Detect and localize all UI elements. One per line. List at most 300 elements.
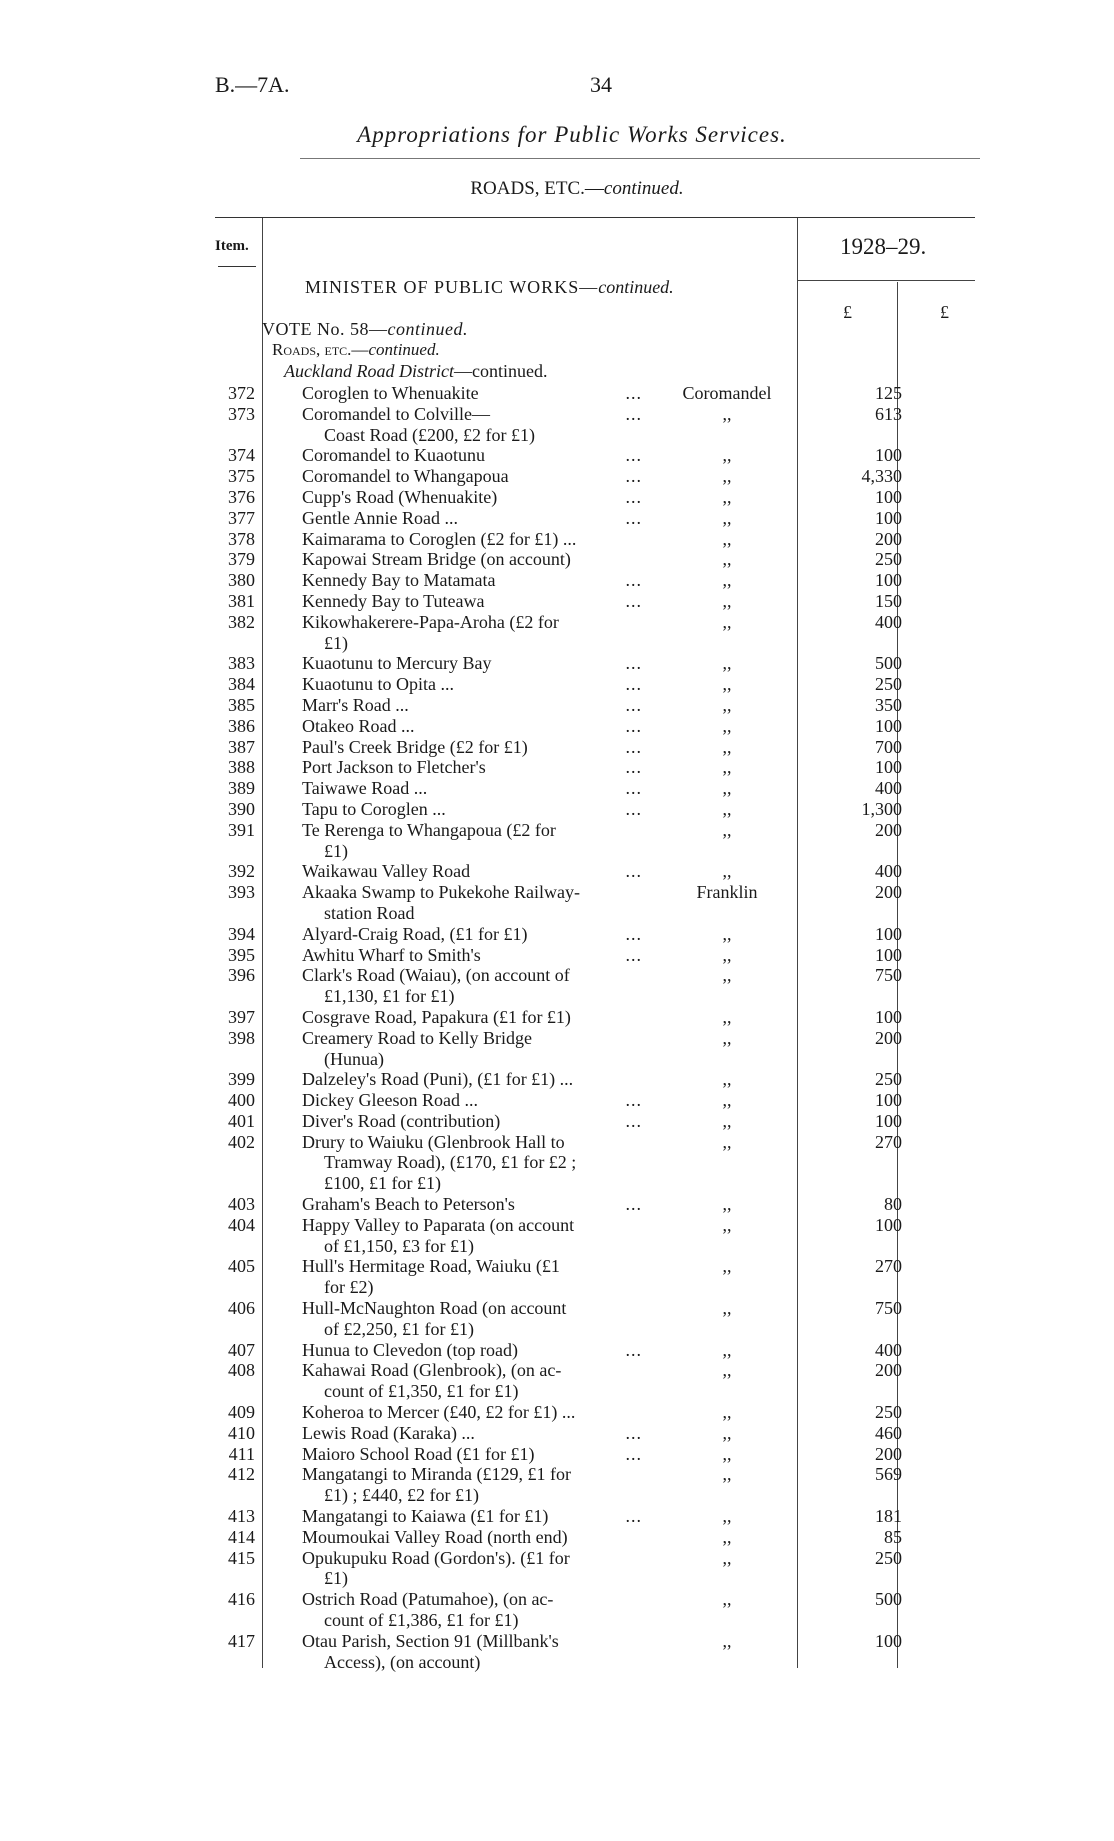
description-line: Ostrich Road (Patumahoe), (on ac- xyxy=(302,1589,554,1610)
item-number: 413 xyxy=(228,1506,255,1527)
item-description xyxy=(302,1298,652,1340)
description-line: Kuaotunu to Opita ... xyxy=(302,674,454,695)
description-line: Dalzeley's Road (Puni), (£1 for £1) ... xyxy=(302,1069,574,1090)
item-description xyxy=(302,529,652,550)
electoral-district: ,, xyxy=(722,653,732,674)
item-description xyxy=(302,778,652,799)
description-line: Hull-McNaughton Road (on account xyxy=(302,1298,567,1319)
table-row xyxy=(215,965,975,1007)
electoral-district: ,, xyxy=(722,923,732,944)
item-number: 412 xyxy=(228,1464,255,1485)
description-line: Taiwawe Road ... xyxy=(302,778,428,799)
description-line: Coromandel to Kuaotunu xyxy=(302,445,485,466)
electoral-district: ,, xyxy=(722,1214,732,1235)
item-number: 379 xyxy=(228,549,255,570)
electoral-district: ,, xyxy=(722,445,732,466)
description-line: Port Jackson to Fletcher's xyxy=(302,757,486,778)
minister-heading-main: MINISTER OF PUBLIC WORKS— xyxy=(305,277,599,297)
amount-1928-29: 181 xyxy=(875,1506,902,1527)
description-line: Kahawai Road (Glenbrook), (on ac- xyxy=(302,1360,562,1381)
electoral-district: ,, xyxy=(722,403,732,424)
item-number: 393 xyxy=(228,882,255,903)
amount-1928-29: 100 xyxy=(875,1110,902,1131)
description-line: Marr's Road ... xyxy=(302,694,409,715)
table-row xyxy=(215,1007,975,1028)
description-line: Maioro School Road (£1 for £1) xyxy=(302,1443,535,1464)
table-row xyxy=(215,1444,975,1465)
vote-heading-continued: continued. xyxy=(387,319,468,339)
item-number: 373 xyxy=(228,403,255,424)
description-line: Alyard-Craig Road, (£1 for £1) xyxy=(302,923,528,944)
subtitle-main: ROADS, ETC.— xyxy=(470,178,604,199)
amount-1928-29: 100 xyxy=(875,1214,902,1235)
leader-dots: ... xyxy=(625,1090,642,1111)
item-description xyxy=(302,737,652,758)
item-description xyxy=(302,653,652,674)
roads-heading-continued: continued. xyxy=(368,340,440,359)
roads-heading xyxy=(272,340,440,360)
amount-1928-29: 100 xyxy=(875,715,902,736)
item-number: 417 xyxy=(228,1630,255,1651)
description-line: Diver's Road (contribution) xyxy=(302,1110,501,1131)
item-number: 401 xyxy=(228,1110,255,1131)
amount-1928-29: 250 xyxy=(875,549,902,570)
table-row xyxy=(215,1423,975,1444)
electoral-district: ,, xyxy=(722,1443,732,1464)
item-number: 387 xyxy=(228,736,255,757)
description-line: Akaaka Swamp to Pukekohe Railway- xyxy=(302,882,580,903)
item-number: 386 xyxy=(228,715,255,736)
item-description xyxy=(302,1007,652,1028)
description-line: Kikowhakerere-Papa-Aroha (£2 for xyxy=(302,611,559,632)
item-description xyxy=(302,1506,652,1527)
leader-dots: ... xyxy=(625,798,642,819)
electoral-district: ,, xyxy=(722,528,732,549)
electoral-district: ,, xyxy=(722,570,732,591)
table-row xyxy=(215,757,975,778)
roads-heading-main: Roads, etc.— xyxy=(272,340,369,359)
item-description xyxy=(302,861,652,882)
electoral-district: ,, xyxy=(722,1422,732,1443)
table-row xyxy=(215,1402,975,1423)
electoral-district: ,, xyxy=(722,1339,732,1360)
item-number: 416 xyxy=(228,1589,255,1610)
item-description xyxy=(302,487,652,508)
district-heading xyxy=(284,361,547,382)
description-line: Drury to Waiuku (Glenbrook Hall to xyxy=(302,1131,565,1152)
electoral-district: ,, xyxy=(722,1526,732,1547)
description-line: Hull's Hermitage Road, Waiuku (£1 xyxy=(302,1256,560,1277)
description-line: Cosgrave Road, Papakura (£1 for £1) xyxy=(302,1006,571,1027)
table-row xyxy=(215,1527,975,1548)
minister-heading xyxy=(305,277,674,298)
description-line: Paul's Creek Bridge (£2 for £1) xyxy=(302,736,528,757)
item-description xyxy=(302,1631,652,1673)
leader-dots: ... xyxy=(625,570,642,591)
electoral-district: ,, xyxy=(722,944,732,965)
electoral-district: ,, xyxy=(722,1630,732,1651)
table-row xyxy=(215,1090,975,1111)
subtitle-continued: continued. xyxy=(603,178,684,199)
item-description xyxy=(302,716,652,737)
item-description xyxy=(302,612,652,654)
table-row xyxy=(215,612,975,654)
item-description xyxy=(302,466,652,487)
item-number: 408 xyxy=(228,1360,255,1381)
amount-1928-29: 400 xyxy=(875,861,902,882)
item-description xyxy=(302,1028,652,1070)
item-number: 372 xyxy=(228,383,255,403)
item-description xyxy=(302,1256,652,1298)
item-number: 389 xyxy=(228,778,255,799)
description-continuation: Access), (on account) xyxy=(324,1651,481,1672)
item-number: 404 xyxy=(228,1214,255,1235)
leader-dots: ... xyxy=(625,1443,642,1464)
electoral-district: ,, xyxy=(722,1506,732,1527)
electoral-district: ,, xyxy=(722,736,732,757)
table-row xyxy=(215,508,975,529)
table-row xyxy=(215,1132,975,1194)
item-number: 409 xyxy=(228,1402,255,1423)
amount-1928-29: 100 xyxy=(875,757,902,778)
description-line: Cupp's Road (Whenuakite) xyxy=(302,486,498,507)
electoral-district: ,, xyxy=(722,1298,732,1319)
description-continuation: £1) xyxy=(324,632,348,653)
electoral-district: ,, xyxy=(722,819,732,840)
electoral-district: ,, xyxy=(722,1027,732,1048)
description-continuation: £1) xyxy=(324,840,348,861)
description-continuation: of £2,250, £1 for £1) xyxy=(324,1318,474,1339)
leader-dots: ... xyxy=(625,778,642,799)
amount-1928-29: 750 xyxy=(875,1298,902,1319)
item-number: 406 xyxy=(228,1298,255,1319)
leader-dots: ... xyxy=(625,1194,642,1215)
description-continuation: (Hunua) xyxy=(324,1048,384,1069)
leader-dots: ... xyxy=(625,466,642,487)
description-continuation: station Road xyxy=(324,902,415,923)
description-continuation: count of £1,386, £1 for £1) xyxy=(324,1610,519,1631)
electoral-district: ,, xyxy=(722,694,732,715)
item-number: 402 xyxy=(228,1131,255,1152)
electoral-district: ,, xyxy=(722,466,732,487)
leader-dots: ... xyxy=(625,736,642,757)
table-row xyxy=(215,737,975,758)
electoral-district: ,, xyxy=(722,757,732,778)
table-row xyxy=(215,383,975,404)
leader-dots: ... xyxy=(625,757,642,778)
district-heading-name: Auckland Road District xyxy=(284,361,454,381)
table-row xyxy=(215,1069,975,1090)
description-line: Koheroa to Mercer (£40, £2 for £1) ... xyxy=(302,1402,576,1423)
minister-heading-continued: continued. xyxy=(598,277,674,297)
item-number: 376 xyxy=(228,486,255,507)
item-description xyxy=(302,757,652,778)
leader-dots: ... xyxy=(625,507,642,528)
amount-1928-29: 100 xyxy=(875,486,902,507)
leader-dots: ... xyxy=(625,674,642,695)
amount-1928-29: 1,300 xyxy=(861,798,902,819)
table-row xyxy=(215,1298,975,1340)
leader-dots: ... xyxy=(625,1422,642,1443)
item-number: 380 xyxy=(228,570,255,591)
item-number: 411 xyxy=(228,1443,255,1464)
section-subtitle xyxy=(0,178,1114,200)
amount-1928-29: 613 xyxy=(875,403,902,424)
table-row xyxy=(215,695,975,716)
electoral-district: ,, xyxy=(722,486,732,507)
description-continuation: £1) ; £440, £2 for £1) xyxy=(324,1485,479,1506)
item-description xyxy=(302,674,652,695)
leader-dots: ... xyxy=(625,403,642,424)
item-number: 388 xyxy=(228,757,255,778)
item-number: 375 xyxy=(228,466,255,487)
amount-1928-29: 100 xyxy=(875,923,902,944)
item-description xyxy=(302,1090,652,1111)
amount-1928-29: 200 xyxy=(875,1443,902,1464)
description-line: Coromandel to Colville— xyxy=(302,403,490,424)
description-line: Coromandel to Whangapoua xyxy=(302,466,509,487)
amount-1928-29: 250 xyxy=(875,1069,902,1090)
amount-1928-29: 4,330 xyxy=(861,466,902,487)
title-rule xyxy=(300,158,980,159)
leader-dots: ... xyxy=(625,653,642,674)
item-number: 374 xyxy=(228,445,255,466)
table-row xyxy=(215,882,975,924)
table-row xyxy=(215,674,975,695)
description-line: Coroglen to Whenuakite xyxy=(302,383,479,403)
electoral-district: ,, xyxy=(722,590,732,611)
table-row xyxy=(215,1464,975,1506)
item-description xyxy=(302,508,652,529)
description-line: Kennedy Bay to Tuteawa xyxy=(302,590,485,611)
item-number: 399 xyxy=(228,1069,255,1090)
leader-dots: ... xyxy=(625,486,642,507)
amount-1928-29: 500 xyxy=(875,1589,902,1610)
electoral-district: ,, xyxy=(722,1547,732,1568)
table-row xyxy=(215,404,975,446)
item-number: 395 xyxy=(228,944,255,965)
amount-1928-29: 270 xyxy=(875,1256,902,1277)
item-number: 377 xyxy=(228,507,255,528)
amount-1928-29: 100 xyxy=(875,1090,902,1111)
amount-1928-29: 100 xyxy=(875,570,902,591)
item-number: 383 xyxy=(228,653,255,674)
item-description xyxy=(302,1069,652,1090)
item-description xyxy=(302,404,652,446)
amount-1928-29: 350 xyxy=(875,694,902,715)
leader-dots: ... xyxy=(625,715,642,736)
description-line: Kuaotunu to Mercury Bay xyxy=(302,653,492,674)
table-row xyxy=(215,1360,975,1402)
description-continuation: Tramway Road), (£170, £1 for £2 ; xyxy=(324,1152,577,1173)
item-description xyxy=(302,591,652,612)
table-row xyxy=(215,653,975,674)
item-description xyxy=(302,1215,652,1257)
amount-1928-29: 100 xyxy=(875,445,902,466)
leader-dots: ... xyxy=(625,445,642,466)
item-header-underline xyxy=(218,266,256,267)
item-description xyxy=(302,820,652,862)
electoral-district: ,, xyxy=(722,1069,732,1090)
amount-1928-29: 100 xyxy=(875,1006,902,1027)
item-number: 398 xyxy=(228,1027,255,1048)
table-row xyxy=(215,924,975,945)
table-row xyxy=(215,1340,975,1361)
item-number: 407 xyxy=(228,1339,255,1360)
description-line: Gentle Annie Road ... xyxy=(302,507,458,528)
item-description xyxy=(302,549,652,570)
description-line: Moumoukai Valley Road (north end) xyxy=(302,1526,568,1547)
item-number: 384 xyxy=(228,674,255,695)
item-number: 392 xyxy=(228,861,255,882)
amount-1928-29: 200 xyxy=(875,882,902,903)
item-description xyxy=(302,1548,652,1590)
currency-symbol-1: £ xyxy=(843,302,852,322)
item-number: 403 xyxy=(228,1194,255,1215)
item-number: 405 xyxy=(228,1256,255,1277)
leader-dots: ... xyxy=(625,1110,642,1131)
electoral-district: Coromandel xyxy=(682,383,772,403)
description-line: Kapowai Stream Bridge (on account) xyxy=(302,549,571,570)
amount-1928-29: 200 xyxy=(875,1360,902,1381)
description-continuation: £1,130, £1 for £1) xyxy=(324,986,455,1007)
currency-symbol-2: £ xyxy=(940,302,949,322)
description-line: Otakeo Road ... xyxy=(302,715,415,736)
table-row xyxy=(215,778,975,799)
table-row xyxy=(215,861,975,882)
table-row xyxy=(215,1215,975,1257)
item-number: 415 xyxy=(228,1547,255,1568)
leader-dots: ... xyxy=(625,861,642,882)
amount-1928-29: 200 xyxy=(875,528,902,549)
district-heading-continued: —continued. xyxy=(453,361,548,381)
amount-1928-29: 270 xyxy=(875,1131,902,1152)
electoral-district: ,, xyxy=(722,1402,732,1423)
item-description xyxy=(302,1589,652,1631)
amount-1928-29: 150 xyxy=(875,590,902,611)
table-row xyxy=(215,1631,975,1673)
item-description xyxy=(302,1464,652,1506)
electoral-district: ,, xyxy=(722,861,732,882)
amount-1928-29: 125 xyxy=(875,383,902,403)
amount-1928-29: 85 xyxy=(884,1526,902,1547)
amount-1928-29: 750 xyxy=(875,965,902,986)
item-number: 410 xyxy=(228,1422,255,1443)
item-description xyxy=(302,383,652,404)
table-row xyxy=(215,549,975,570)
electoral-district: ,, xyxy=(722,1194,732,1215)
item-description xyxy=(302,1360,652,1402)
amount-1928-29: 100 xyxy=(875,1630,902,1651)
description-line: Tapu to Coroglen ... xyxy=(302,798,446,819)
electoral-district: ,, xyxy=(722,1464,732,1485)
amount-1928-29: 500 xyxy=(875,653,902,674)
vote-heading-main: VOTE No. 58— xyxy=(262,319,388,339)
electoral-district: ,, xyxy=(722,611,732,632)
amount-1928-29: 200 xyxy=(875,819,902,840)
electoral-district: ,, xyxy=(722,674,732,695)
table-row xyxy=(215,1548,975,1590)
description-line: Opukupuku Road (Gordon's). (£1 for xyxy=(302,1547,570,1568)
item-description xyxy=(302,965,652,1007)
electoral-district: ,, xyxy=(722,778,732,799)
document-reference: B.—7A. xyxy=(215,72,290,97)
item-description xyxy=(302,1194,652,1215)
leader-dots: ... xyxy=(625,590,642,611)
electoral-district: ,, xyxy=(722,1110,732,1131)
electoral-district: ,, xyxy=(722,549,732,570)
table-row xyxy=(215,1194,975,1215)
item-column-header: Item. xyxy=(215,238,249,254)
table-row xyxy=(215,1589,975,1631)
amount-1928-29: 400 xyxy=(875,1339,902,1360)
table-row xyxy=(215,1256,975,1298)
item-number: 414 xyxy=(228,1526,255,1547)
description-line: Kennedy Bay to Matamata xyxy=(302,570,496,591)
item-description xyxy=(302,1111,652,1132)
electoral-district: ,, xyxy=(722,1256,732,1277)
table-row xyxy=(215,945,975,966)
item-number: 390 xyxy=(228,798,255,819)
page-title: Appropriations for Public Works Services. xyxy=(357,122,787,147)
item-description xyxy=(302,882,652,924)
amount-1928-29: 80 xyxy=(884,1194,902,1215)
leader-dots: ... xyxy=(625,923,642,944)
description-line: Otau Parish, Section 91 (Millbank's xyxy=(302,1630,559,1651)
item-description xyxy=(302,1444,652,1465)
item-description xyxy=(302,1423,652,1444)
year-header-rule xyxy=(797,280,975,281)
description-continuation: of £1,150, £3 for £1) xyxy=(324,1235,474,1256)
table-row xyxy=(215,591,975,612)
item-number: 378 xyxy=(228,528,255,549)
description-continuation: count of £1,350, £1 for £1) xyxy=(324,1381,519,1402)
item-number: 382 xyxy=(228,611,255,632)
electoral-district: ,, xyxy=(722,1090,732,1111)
description-continuation: for £2) xyxy=(324,1277,374,1298)
table-row xyxy=(215,820,975,862)
item-description xyxy=(302,695,652,716)
amount-1928-29: 400 xyxy=(875,778,902,799)
item-number: 385 xyxy=(228,694,255,715)
item-description xyxy=(302,1340,652,1361)
amount-1928-29: 569 xyxy=(875,1464,902,1485)
leader-dots: ... xyxy=(625,383,642,403)
item-number: 391 xyxy=(228,819,255,840)
description-line: Creamery Road to Kelly Bridge xyxy=(302,1027,532,1048)
electoral-district: ,, xyxy=(722,798,732,819)
amount-1928-29: 100 xyxy=(875,944,902,965)
amount-1928-29: 250 xyxy=(875,1547,902,1568)
leader-dots: ... xyxy=(625,1339,642,1360)
electoral-district: ,, xyxy=(722,1589,732,1610)
electoral-district: ,, xyxy=(722,965,732,986)
description-line: Waikawau Valley Road xyxy=(302,861,471,882)
description-line: Mangatangi to Kaiawa (£1 for £1) xyxy=(302,1506,549,1527)
description-continuation: £1) xyxy=(324,1568,348,1589)
description-line: Dickey Gleeson Road ... xyxy=(302,1090,478,1111)
page-number: 34 xyxy=(590,72,612,97)
table-row xyxy=(215,445,975,466)
amount-1928-29: 460 xyxy=(875,1422,902,1443)
description-line: Te Rerenga to Whangapoua (£2 for xyxy=(302,819,556,840)
description-continuation: £100, £1 for £1) xyxy=(324,1173,441,1194)
description-line: Kaimarama to Coroglen (£2 for £1) ... xyxy=(302,528,577,549)
appropriations-table-body xyxy=(215,383,975,1672)
description-line: Hunua to Clevedon (top road) xyxy=(302,1339,518,1360)
year-column-header: 1928–29. xyxy=(840,234,927,259)
description-line: Lewis Road (Karaka) ... xyxy=(302,1422,475,1443)
